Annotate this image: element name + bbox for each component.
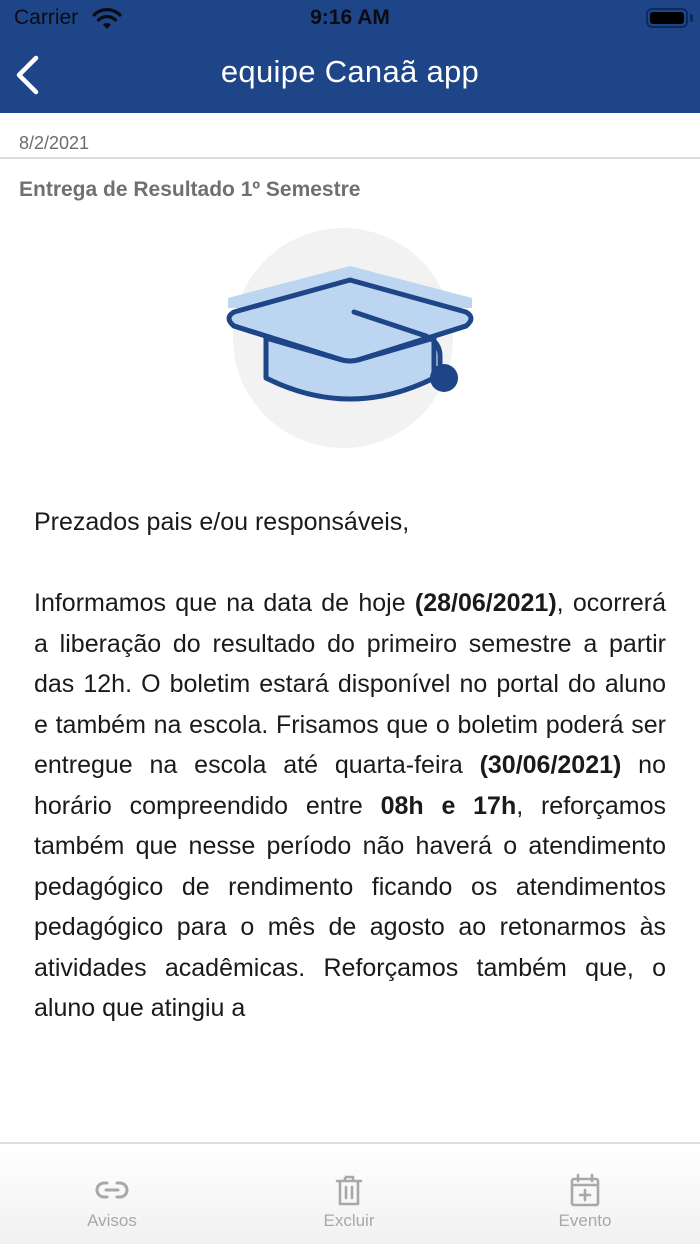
paragraph-text: Informamos que na data de hoje — [34, 589, 415, 617]
carrier-label: Carrier — [14, 6, 79, 29]
paragraph-bold-hours: 08h e 17h — [380, 791, 517, 820]
tab-label: Avisos — [87, 1211, 137, 1230]
battery-tip — [690, 14, 693, 22]
status-bar — [0, 0, 700, 38]
tab-evento[interactable] — [505, 1144, 665, 1244]
paragraph-bold-date: (30/06/2021) — [479, 751, 622, 779]
link-icon — [94, 1172, 130, 1208]
paragraph-text: , reforçamos também que nesse período não haverá o atendimento pedagógico de rendimento ficando os atendimentos pedagógico para o mês de agosto ao retonarmos às atividades acadêmicas. Reforçamos também que, o aluno que atingiu a — [34, 791, 667, 1022]
message-paragraph — [34, 583, 666, 1029]
trash-icon — [331, 1172, 367, 1208]
status-time: 9:16 AM — [310, 6, 390, 29]
message-body — [34, 502, 666, 1029]
battery-icon — [646, 8, 688, 28]
graduation-cap-icon — [218, 260, 482, 420]
paragraph-text: no horário compreendido entre — [34, 751, 666, 820]
paragraph-text: , ocorrerá a liberação do resultado do primeiro semestre a partir das 12h. O boletim estará disponível no portal do aluno e também na escola. Frisamos que o boletim poderá ser entregue na escola até quarta-feira — [34, 589, 666, 779]
tab-label: Evento — [558, 1211, 612, 1230]
page-title: equipe Canaã app — [220, 54, 480, 89]
message-date: 8/2/2021 — [19, 133, 90, 153]
calendar-add-icon — [567, 1172, 603, 1208]
message-greeting: Prezados pais e/ou responsáveis, — [34, 508, 410, 536]
tab-avisos[interactable] — [32, 1144, 192, 1244]
tab-excluir[interactable] — [269, 1144, 429, 1244]
paragraph-bold-date: (28/06/2021) — [414, 589, 557, 617]
navigation-bar — [0, 38, 700, 113]
message-subject: Entrega de Resultado 1º Semestre — [19, 178, 361, 201]
header — [0, 0, 700, 113]
bottom-tab-bar — [0, 1142, 700, 1244]
tab-label: Excluir — [323, 1211, 375, 1230]
message-date-row — [0, 113, 700, 159]
